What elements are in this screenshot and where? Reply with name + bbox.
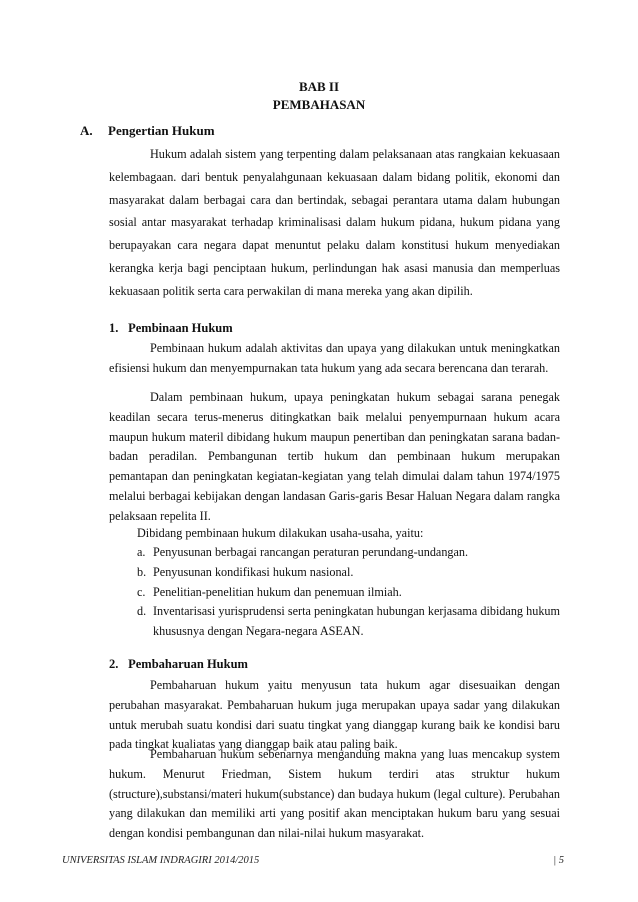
list-item [109,583,560,603]
list-item-text: Penyusunan kondifikasi hukum nasional. [153,564,354,579]
subsection-title: Pembaharuan Hukum [128,657,248,671]
page-number: | 5 [553,855,564,866]
subsection-number: 1. [109,321,119,335]
list-marker: c. [137,584,146,599]
subsection-title: Pembinaan Hukum [128,321,233,335]
list-item-text: Penelitian-penelitian hukum dan penemuan ilmiah. [153,584,402,599]
paragraph: Pembaharuan hukum yaitu menyusun tata hukum agar disesuaikan dengan perubahan masyarakat. Pembaharuan hukum juga merupakan upaya sadar yang dilakukan untuk merubah suatu kondisi dari suatu tingkat yang dianggap kurang baik ke kondisi baru pada tingkat kualiatas yang dianggap baik atau paling baik. [109,678,560,752]
list-item-text: Penyusunan berbagai rancangan peraturan perundang-undangan. [153,545,469,559]
list-intro: Dibidang pembinaan hukum dilakukan usaha-usaha, yaitu: [137,526,424,540]
list-item [109,563,560,583]
list-item [109,543,560,563]
chapter-label: BAB II [298,79,340,94]
list-marker: a. [137,545,146,559]
list-item-text: Inventarisasi yurisprudensi serta peningkatan hubungan kerjasama dibidang hukum khususnya dengan Negara-negara ASEAN. [153,604,560,639]
section-letter: A. [80,123,93,138]
list-marker: b. [137,564,147,579]
footer-institution: UNIVERSITAS ISLAM INDRAGIRI 2014/2015 [62,855,260,866]
paragraph: Pembinaan hukum adalah aktivitas dan upaya yang dilakukan untuk meningkatkan efisiensi hukum dan menyempurnakan tata hukum yang ada secara berencana dan terarah. [109,341,560,375]
chapter-title: PEMBAHASAN [272,97,366,112]
subsection-heading [109,321,233,336]
list [109,543,560,642]
section-title: Pengertian Hukum [108,123,215,138]
subsection-heading [109,657,248,672]
subsection-number: 2. [109,657,119,671]
list-item [109,602,560,642]
paragraph: Pembaharuan hukum sebenarnya mengandung makna yang luas mencakup system hukum. Menurut Friedman, Sistem hukum terdiri atas struktur hukum (structure),substansi/materi hukum(substance) dan budaya hukum (legal culture). Perubahan yang dilakukan dan memiliki arti yang positif akan menciptakan hukum baru yang sesuai dengan kondisi pembangunan dan nilai-nilai hukum masyarakat. [109,747,560,841]
chapter-heading [0,78,638,114]
list-marker: d. [137,604,147,619]
section-paragraph: Hukum adalah sistem yang terpenting dalam pelaksanaan atas rangkaian kekuasaan kelembagaan. dari bentuk penyalahgunaan kekuasaan dalam bidang politik, ekonomi dan masyarakat dalam berbagai cara dan bertindak, sebagai perantara utama dalam hubungan sosial antar masyarakat terhadap kriminalisasi dalam hukum pidana, hukum pidana yang berupayakan cara negara dapat menuntut pelaku dalam konstitusi hukum menyediakan kerangka kerja bagi penciptaan hukum, perlindungan hak asasi manusia dan memperluas kekuasaan politik serta cara perwakilan di mana mereka yang akan dipilih. [109,147,560,298]
paragraph: Dalam pembinaan hukum, upaya peningkatan hukum sebagai sarana penegak keadilan secara terus-menerus ditingkatkan baik melalui penyempurnaan hukum acara maupun hukum materil dibidang hukum maupun penertiban dan peningkatan sarana badan-badan peradilan. Pembangunan tertib hukum dan pembinaan hukum merupakan pemantapan dan peningkatan kegiatan-kegiatan yang telah dimulai dalam tahun 1974/1975 melalui berbagai kebijakan dengan landasan Garis-garis Besar Haluan Negara dalam rangka pelaksaan repelita II. [109,390,560,523]
